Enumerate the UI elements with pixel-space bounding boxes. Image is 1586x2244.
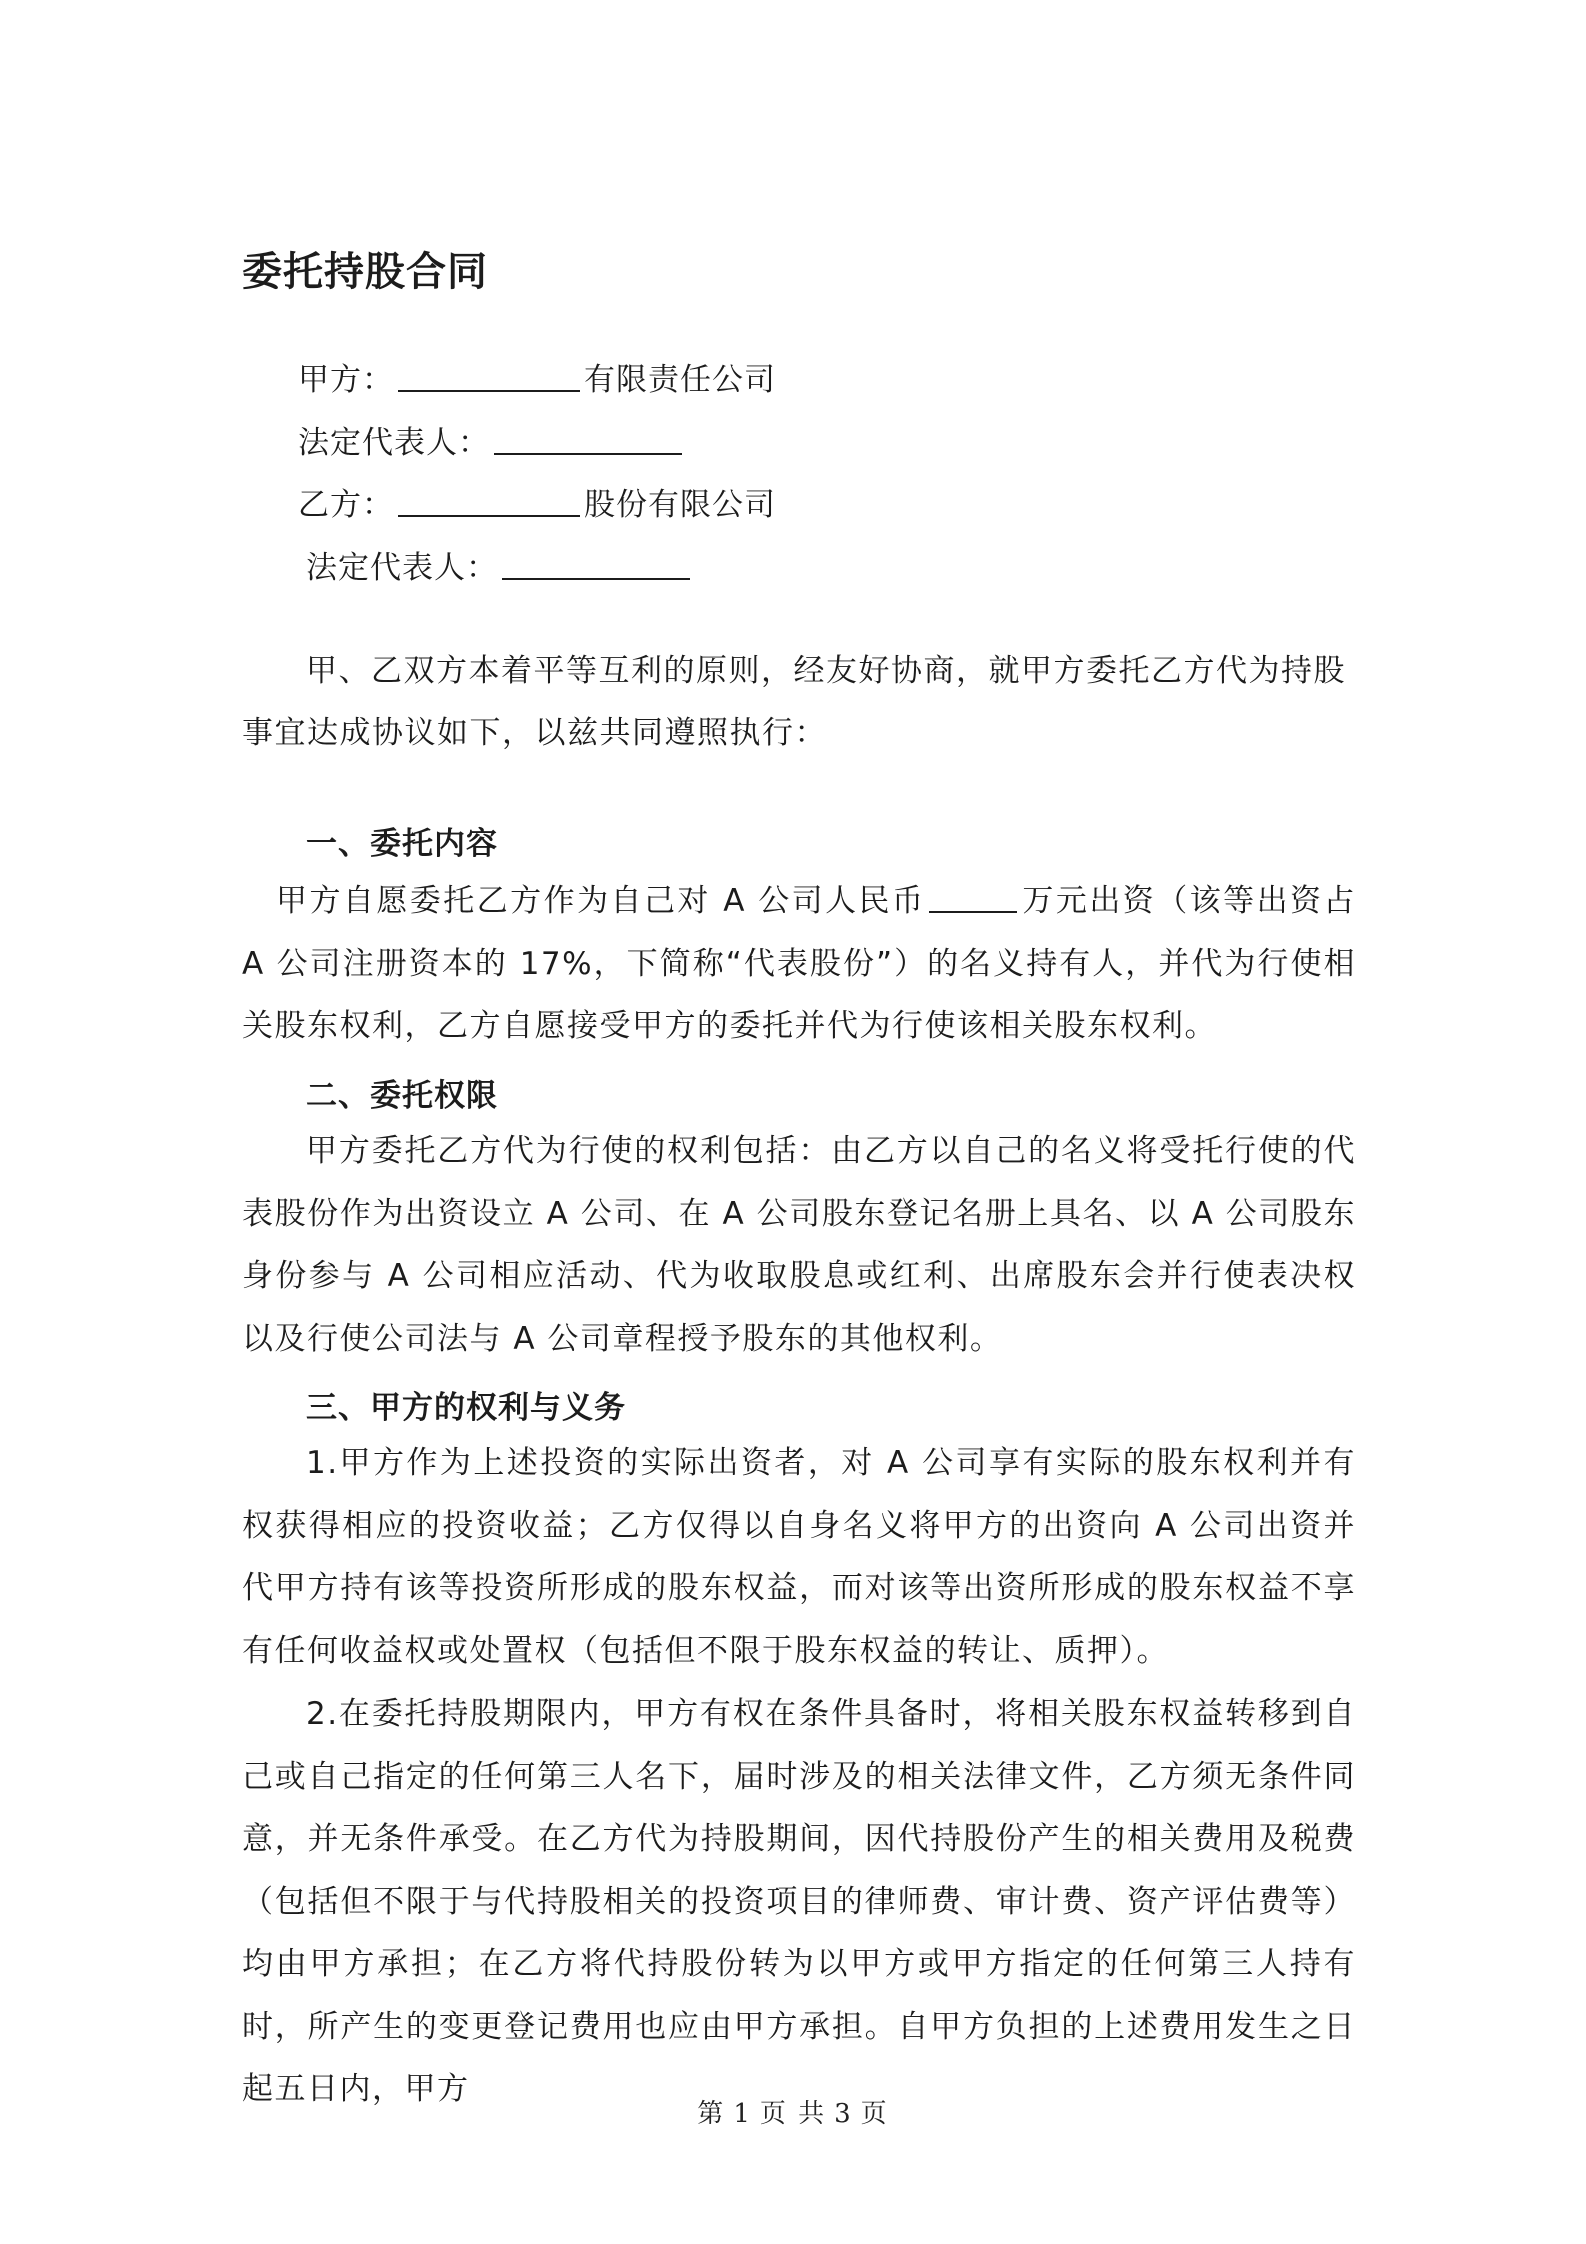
section-1-text-before-blank: 甲方自愿委托乙方作为自己对 A 公司人民币 [276,883,926,919]
section-3-heading: 三、甲方的权利与义务 [306,1390,626,1426]
party-b-representative-label: 法定代表人： [306,550,498,586]
party-a-label: 甲方： [298,362,394,398]
section-1-heading: 一、委托内容 [306,826,498,862]
footer-page-prefix: 第 [697,2099,726,2129]
section-2-heading: 二、委托权限 [306,1078,498,1114]
intro-paragraph: 甲、乙双方本着平等互利的原则，经友好协商，就甲方委托乙方代为持股事宜达成协议如下，以兹共同遵照执行： [242,653,1346,751]
party-a-representative-label: 法定代表人： [298,425,490,461]
party-a-representative-line [298,417,686,462]
party-b-suffix: 股份有限公司 [584,487,776,523]
investment-amount-blank [929,881,1017,913]
party-b-representative-blank [502,548,690,580]
section-3-item-1: 1.甲方作为上述投资的实际出资者，对 A 公司享有实际的股东权利并有权获得相应的投资收益；乙方仅得以自身名义将甲方的出资向 A 公司出资并代甲方持有该等投资所形成的股东权益，而对该等出资所形成的股东权益不享有任何收益权或处置权（包括但不限于股东权益的转让、质押）。 [242,1445,1356,1669]
section-2-paragraph: 甲方委托乙方代为行使的权利包括：由乙方以自己的名义将受托行使的代表股份作为出资设立 A 公司、在 A 公司股东登记名册上具名、以 A 公司股东身份参与 A 公司相应活动、代为收取股息或红利、出席股东会并行使表决权以及行使公司法与 A 公司章程授予股东的其他权利。 [242,1133,1356,1357]
page-footer [0,2093,1586,2130]
footer-page-middle: 页 共 [759,2099,827,2129]
party-b-name-blank [398,485,580,517]
document-title: 委托持股合同 [242,249,488,295]
footer-page-suffix: 页 [860,2099,889,2129]
footer-total-pages: 3 [834,2099,853,2129]
party-b-representative-line [306,542,694,587]
party-b-label: 乙方： [298,487,394,523]
party-a-name-blank [398,360,580,392]
party-b-line [298,479,776,524]
footer-current-page: 1 [733,2099,752,2129]
party-a-suffix: 有限责任公司 [584,362,776,398]
section-3-item-2: 2.在委托持股期限内，甲方有权在条件具备时，将相关股东权益转移到自己或自己指定的任何第三人名下，届时涉及的相关法律文件，乙方须无条件同意，并无条件承受。在乙方代为持股期间，因代持股份产生的相关费用及税费（包括但不限于与代持股相关的投资项目的律师费、审计费、资产评估费等）均由甲方承担；在乙方将代持股份转为以甲方或甲方指定的任何第三人持有时，所产生的变更登记费用也应由甲方承担。自甲方负担的上述费用发生之日起五日内，甲方 [242,1696,1356,2107]
section-1-paragraph [242,870,1356,1058]
party-a-line [298,354,776,399]
party-a-representative-blank [494,423,682,455]
section-1-text-after-blank: 万元出资（该等出资占 A 公司注册资本的 17%，下简称“代表股份”）的名义持有人，并代为行使相关股东权利，乙方自愿接受甲方的委托并代为行使该相关股东权利。 [242,883,1356,1044]
